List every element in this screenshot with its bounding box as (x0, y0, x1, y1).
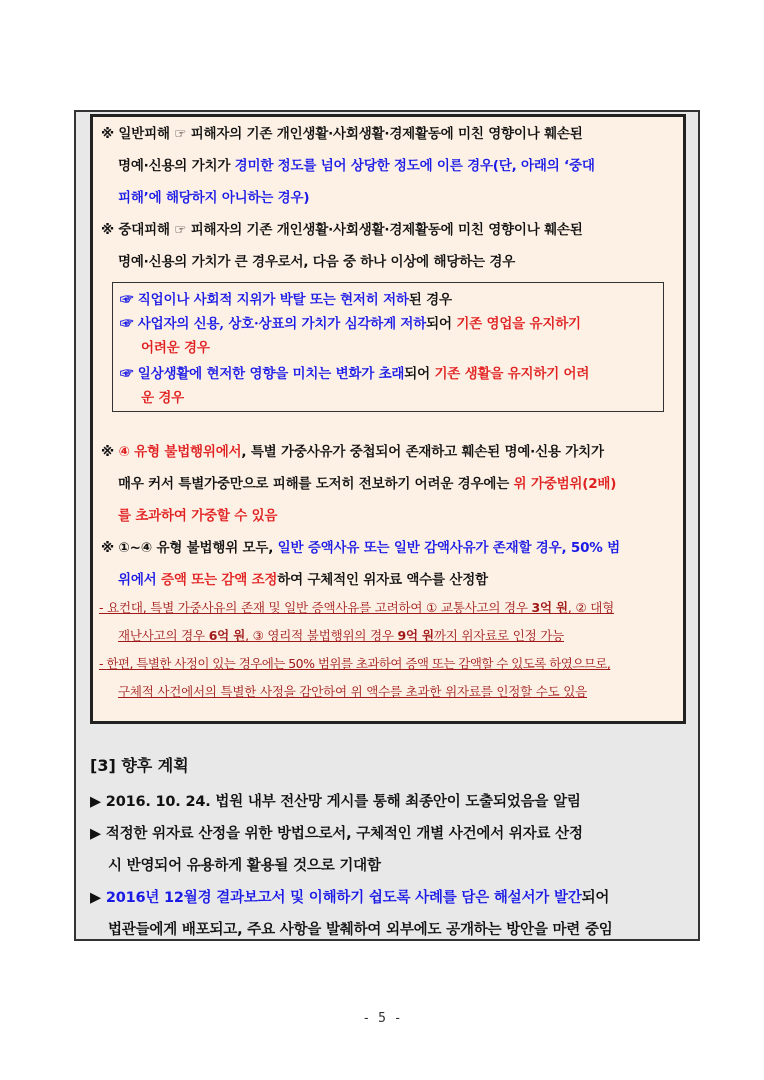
plan-bullet-3: ▶ 2016년 12월경 결과보고서 및 이해하기 쉽도록 사례를 담은 해설서가 발간되어 (90, 890, 610, 906)
example-1: ☞ 직업이나 사회적 지위가 박탈 또는 현저히 저하된 경우 (120, 292, 452, 308)
general-harm-line-1: ※ 일반피해 ☞ 피해자의 기존 개인생활·사회생활·경제활동에 미친 영향이나 훼손된 (101, 126, 583, 142)
summary-line-3: - 한편, 특별한 사정이 있는 경우에는 50% 범위를 초과하여 증액 또는 감액할 수 있도록 하였으므로, (99, 656, 611, 671)
general-harm-line-3: 피해’에 해당하지 아니하는 경우) (118, 190, 310, 206)
example-2-cont: 어려운 경우 (141, 340, 210, 356)
example-3-cont: 운 경우 (141, 390, 185, 406)
type4-line-2: 매우 커서 특별가중만으로 피해를 도저히 전보하기 어려운 경우에는 위 가중범위(2배) (118, 476, 617, 492)
type4-line-3: 를 초과하여 가중할 수 있음 (118, 508, 278, 524)
plan-bullet-3-cont: 법관들에게 배포되고, 주요 사항을 발췌하여 외부에도 공개하는 방안을 마련 중임 (108, 922, 613, 938)
plan-bullet-2-cont: 시 반영되어 유용하게 활용될 것으로 기대함 (108, 858, 381, 874)
all-types-line-2: 위에서 증액 또는 감액 조정하여 구체적인 위자료 액수를 산정함 (118, 572, 488, 588)
summary-line-1: - 요컨대, 특별 가중사유의 존재 및 일반 증액사유를 고려하여 ① 교통사고의 경우 3억 원, ② 대형 (99, 600, 614, 615)
example-2: ☞ 사업자의 신용, 상호·상표의 가치가 심각하게 저하되어 기존 영업을 유지하기 (120, 316, 581, 332)
all-types-line-1: ※ ①~④ 유형 불법행위 모두, 일반 증액사유 또는 일반 감액사유가 존재할 경우, 50% 범 (101, 540, 620, 556)
page-number: - 5 - (362, 1011, 402, 1026)
summary-line-4: 구체적 사건에서의 특별한 사정을 감안하여 위 액수를 초과한 위자료를 인정할 수도 있음 (118, 684, 588, 699)
summary-line-2: 재난사고의 경우 6억 원, ③ 영리적 불법행위의 경우 9억 원까지 위자료로 인정 가능 (118, 628, 564, 643)
serious-harm-line-2: 명예·신용의 가치가 큰 경우로서, 다음 중 하나 이상에 해당하는 경우 (118, 254, 516, 270)
example-3: ☞ 일상생활에 현저한 영향을 미치는 변화가 초래되어 기존 생활을 유지하기 어려 (120, 366, 590, 382)
general-harm-line-2: 명예·신용의 가치가 경미한 정도를 넘어 상당한 정도에 이른 경우(단, 아래의 ‘중대 (118, 158, 595, 174)
section-title: [3] 향후 계획 (90, 756, 189, 775)
type4-line-1: ※ ④ 유형 불법행위에서, 특별 가중사유가 중첩되어 존재하고 훼손된 명예·신용 가치가 (101, 444, 604, 460)
plan-bullet-1: ▶ 2016. 10. 24. 법원 내부 전산망 게시를 통해 최종안이 도출되었음을 알림 (90, 794, 581, 810)
plan-bullet-2: ▶ 적정한 위자료 산정을 위한 방법으로서, 구체적인 개별 사건에서 위자료 산정 (90, 826, 583, 842)
serious-harm-line-1: ※ 중대피해 ☞ 피해자의 기존 개인생활·사회생활·경제활동에 미친 영향이나 훼손된 (101, 222, 583, 238)
